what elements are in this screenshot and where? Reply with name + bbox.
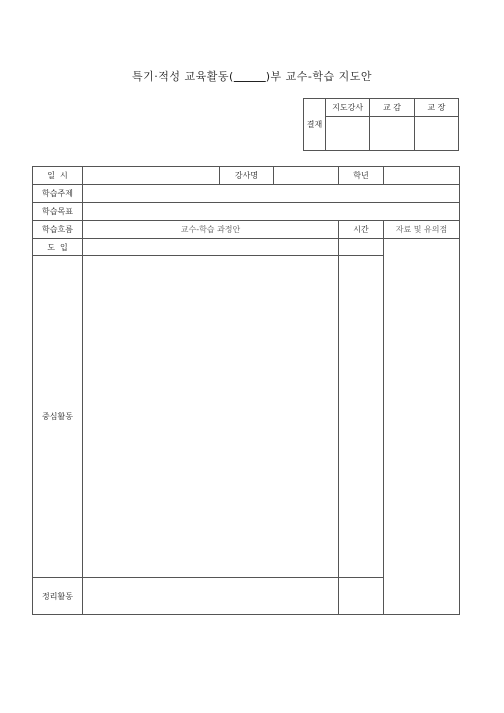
signature-cell-vice-principal[interactable] (370, 117, 414, 151)
materials-content[interactable] (384, 239, 460, 615)
main-activity-label: 중심활동 (33, 256, 83, 578)
approval-table (303, 98, 459, 151)
approval-col-vice-principal: 교 감 (370, 99, 414, 117)
closing-time[interactable] (339, 578, 384, 615)
intro-time[interactable] (339, 239, 384, 256)
grade-label: 학년 (339, 167, 384, 185)
closing-label: 정리활동 (33, 578, 83, 615)
flow-label: 학습흐름 (33, 221, 83, 239)
signature-cell-instructor[interactable] (326, 117, 370, 151)
intro-label: 도 입 (33, 239, 83, 256)
lesson-plan-table (32, 166, 460, 615)
intro-content[interactable] (83, 239, 339, 256)
time-header: 시간 (339, 221, 384, 239)
objective-field[interactable] (83, 203, 460, 221)
title-blank (234, 70, 266, 83)
topic-label: 학습주제 (33, 185, 83, 203)
closing-content[interactable] (83, 578, 339, 615)
grade-field[interactable] (384, 167, 460, 185)
topic-field[interactable] (83, 185, 460, 203)
approval-col-instructor: 지도강사 (326, 99, 370, 117)
instructor-field[interactable] (274, 167, 339, 185)
date-label: 일 시 (33, 167, 83, 185)
title-part2: )부 교수-학습 지도안 (265, 70, 373, 83)
objective-label: 학습목표 (33, 203, 83, 221)
main-activity-time[interactable] (339, 256, 384, 578)
signature-cell-principal[interactable] (414, 117, 458, 151)
materials-header: 자료 및 유의점 (384, 221, 460, 239)
document-title (0, 68, 504, 84)
instructor-label: 강사명 (220, 167, 274, 185)
process-header: 교수-학습 과정안 (83, 221, 339, 239)
title-part1: 특기·적성 교육활동( (131, 70, 234, 83)
main-activity-content[interactable] (83, 256, 339, 578)
approval-label: 결재 (304, 99, 326, 151)
approval-col-principal: 교 장 (414, 99, 458, 117)
date-field[interactable] (83, 167, 220, 185)
